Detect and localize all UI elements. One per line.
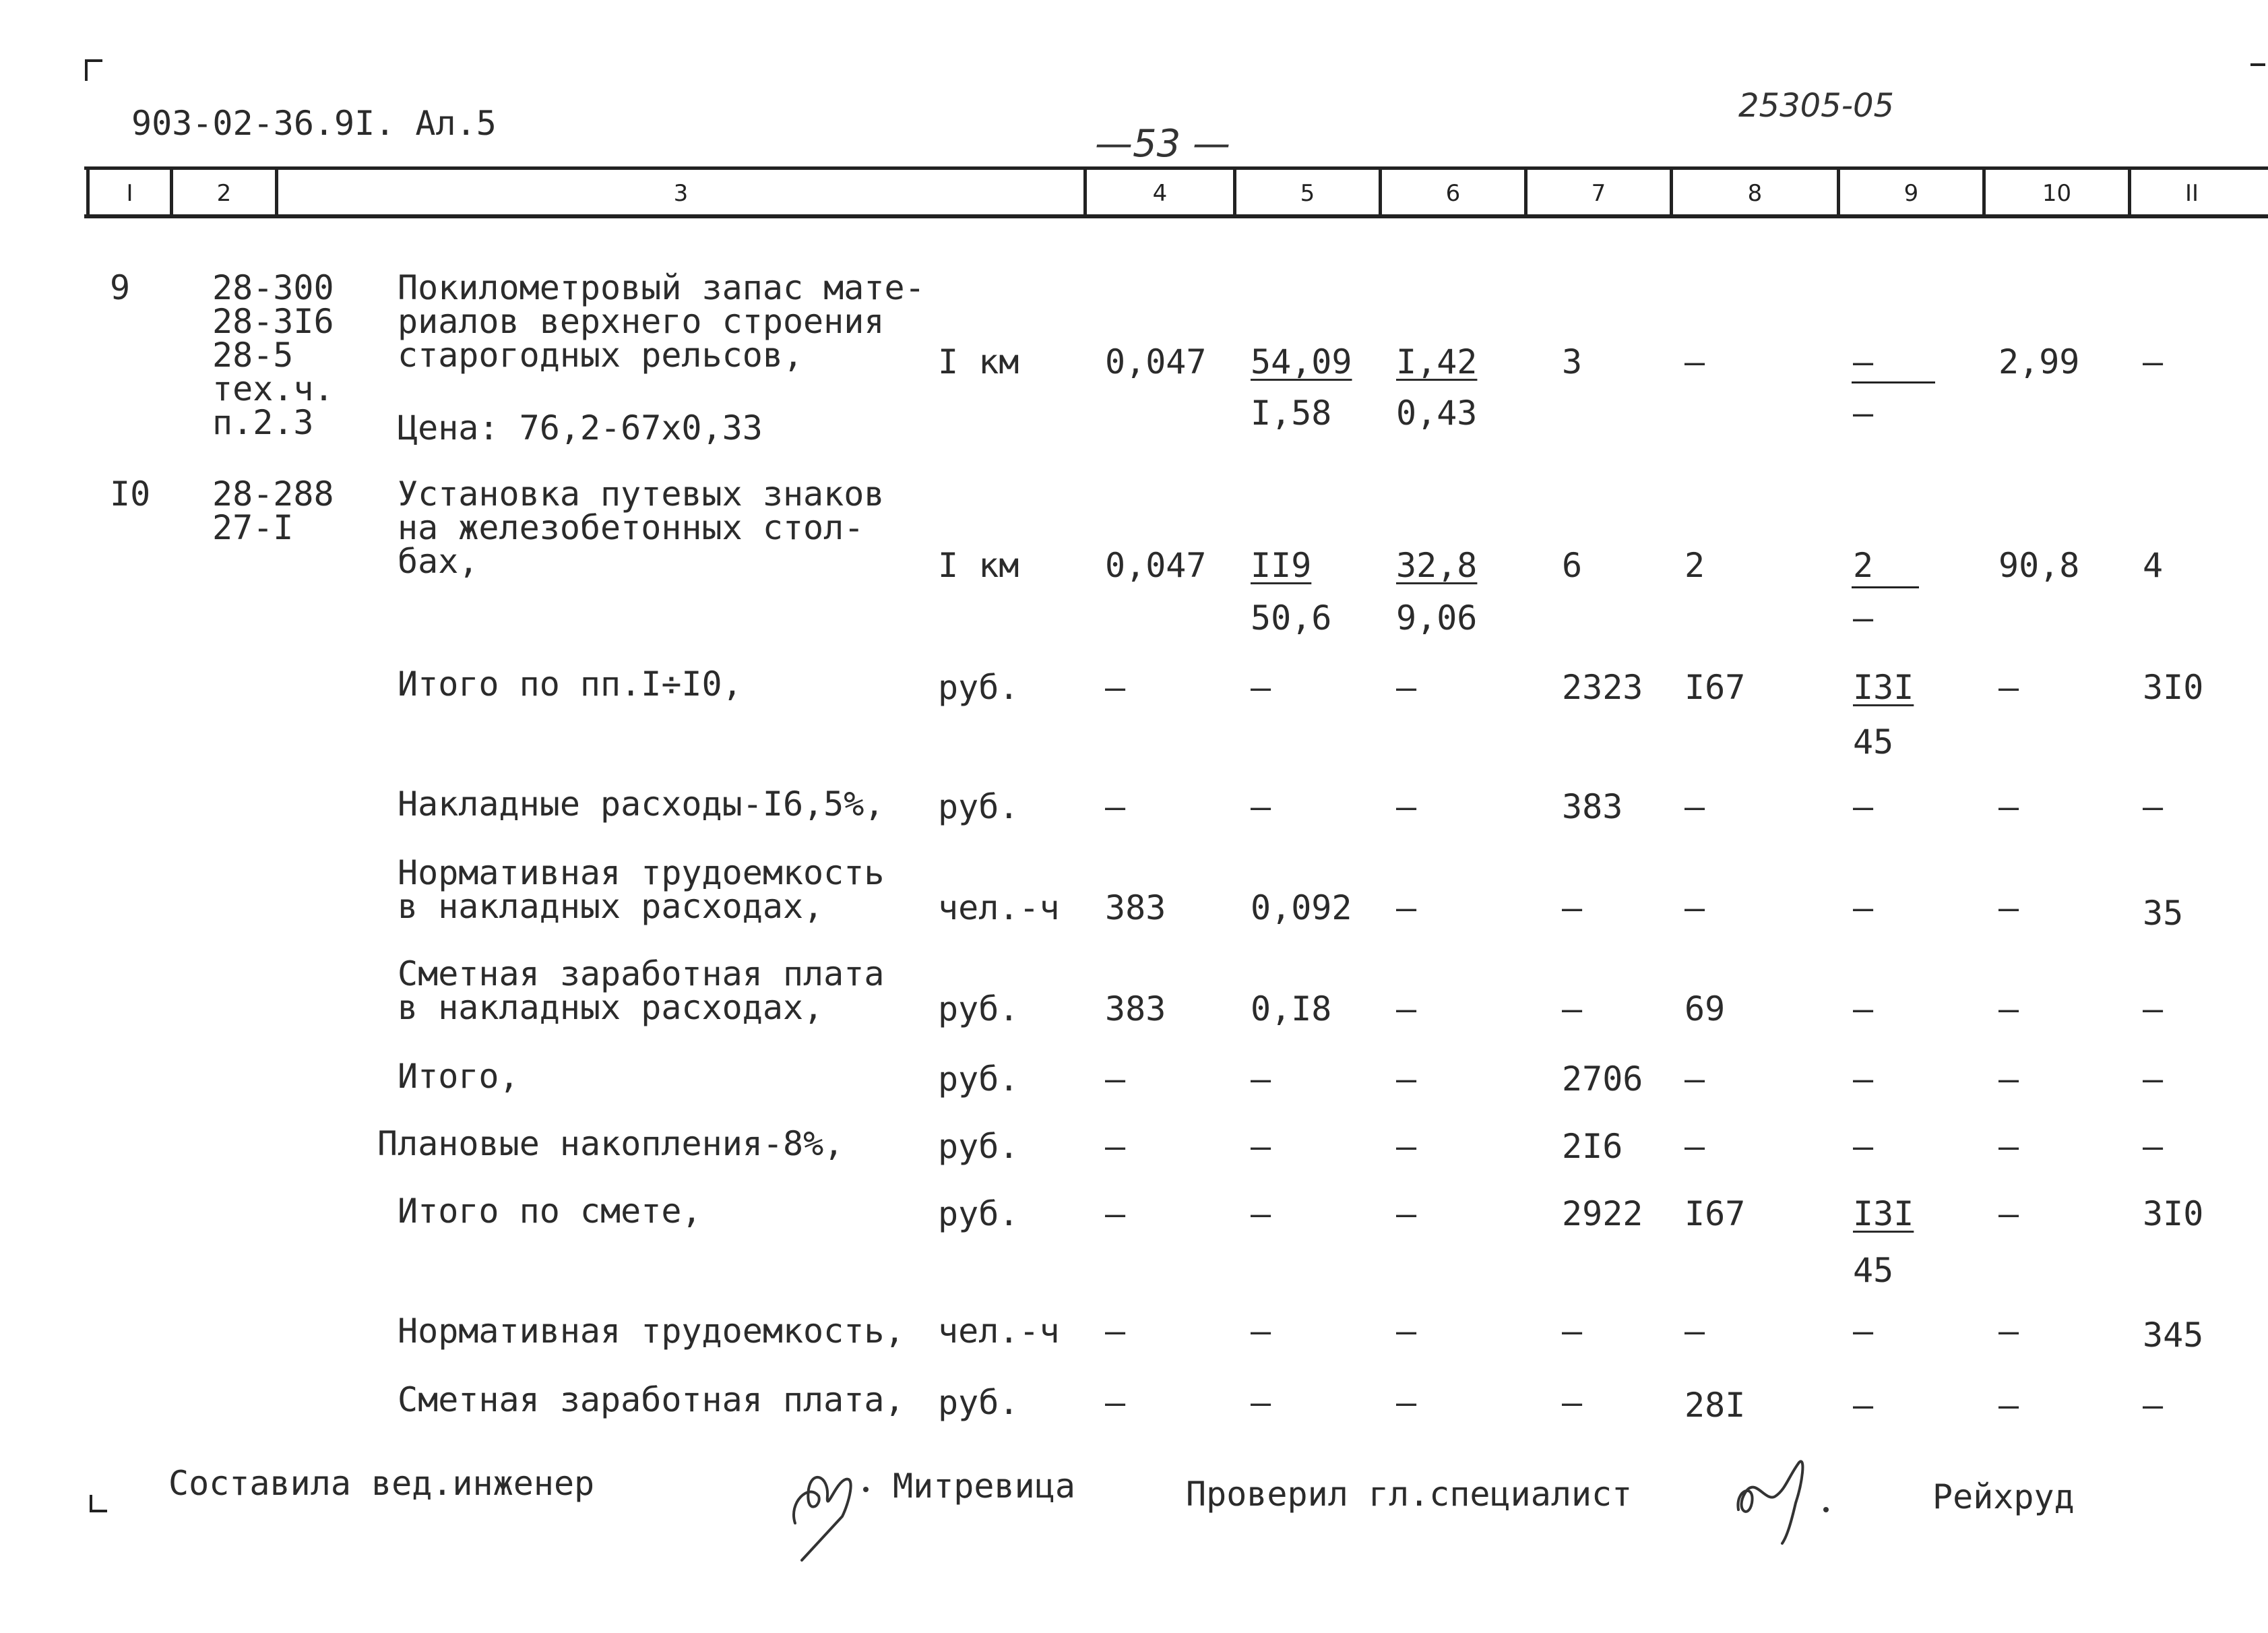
total-col5: 0,092 [1251, 888, 1352, 927]
header-col-5: 5 [1300, 180, 1315, 207]
total-col4: – [1105, 1127, 1126, 1166]
total-col10: – [1998, 1194, 2019, 1233]
header-col-1: I [126, 180, 133, 207]
total-label: Плановые накопления-8%, [377, 1124, 844, 1163]
total-col11: – [2143, 1059, 2164, 1099]
document-number: 25305-05 [1738, 87, 1895, 125]
row-col5-upper: II9 [1251, 546, 1312, 585]
total-col9-upper: I3I [1853, 668, 1914, 707]
total-col9: – [1853, 888, 1874, 927]
total-col5: – [1251, 1194, 1271, 1233]
total-col11: – [2143, 989, 2164, 1028]
row-col9-fraction-line [1852, 586, 1919, 588]
total-col4: 383 [1105, 989, 1166, 1028]
total-col6: – [1396, 888, 1417, 927]
row-quantity: 0,047 [1105, 546, 1207, 585]
header-col-10: 10 [2042, 180, 2072, 207]
total-col7: – [1562, 1312, 1583, 1351]
total-col6: – [1396, 1194, 1417, 1233]
total-label: Итого по пп.I÷I0, [398, 665, 743, 704]
row-col7: 3 [1562, 342, 1583, 381]
total-col8: 28I [1684, 1386, 1746, 1425]
row-col7: 6 [1562, 546, 1583, 585]
document-code: 903-02-36.9I. Ал.5 [131, 104, 497, 143]
total-col6: – [1396, 989, 1417, 1028]
total-col7: 383 [1562, 787, 1623, 826]
total-col11: – [2143, 1386, 2164, 1425]
row-col9-lower: – [1853, 394, 1874, 433]
total-col7: 2323 [1562, 668, 1643, 707]
total-unit: руб. [938, 1127, 1019, 1166]
total-col11: 3I0 [2143, 668, 2204, 707]
total-col9: – [1853, 1127, 1874, 1166]
total-col5: – [1251, 1312, 1271, 1351]
total-col9: – [1853, 1312, 1874, 1351]
page-number: —53 — [1095, 122, 1231, 166]
header-col-7: 7 [1591, 180, 1606, 207]
row-code: 28-300 28-3I6 28-5 тех.ч. п.2.3 [212, 268, 334, 442]
signature-compiler [782, 1442, 876, 1564]
total-col4: 383 [1105, 888, 1166, 927]
total-unit: руб. [938, 1059, 1019, 1099]
total-col8: I67 [1684, 1194, 1746, 1233]
signature-checker [1725, 1436, 1839, 1550]
total-col10: – [1998, 989, 2019, 1028]
total-label: Итого по смете, [398, 1192, 702, 1231]
total-col7: – [1562, 1383, 1583, 1422]
row-col9-lower: – [1853, 598, 1874, 638]
row-code: 28-288 27-I [212, 474, 334, 547]
total-unit: руб. [938, 668, 1019, 707]
total-col9: – [1853, 1059, 1874, 1099]
total-col7: 2922 [1562, 1194, 1643, 1233]
total-col8: – [1684, 888, 1705, 927]
total-col5: – [1251, 787, 1271, 826]
row-col9-fraction-line [1852, 381, 1935, 383]
total-label: Сметная заработная плата, [398, 1380, 905, 1419]
corner-mark-bottom-left [90, 1495, 107, 1512]
total-col10: – [1998, 888, 2019, 927]
header-col-6: 6 [1445, 180, 1461, 207]
total-col4: – [1105, 1059, 1126, 1099]
total-col4: – [1105, 1194, 1126, 1233]
total-col8: 69 [1684, 989, 1726, 1028]
total-col8: – [1684, 787, 1705, 826]
row-col11: 4 [2143, 546, 2164, 585]
total-col11: 3I0 [2143, 1194, 2204, 1233]
total-label: Сметная заработная плата в накладных расходах, [398, 954, 885, 1027]
total-label: Нормативная трудоемкость, [398, 1312, 905, 1351]
row-description: Установка путевых знаков на железобетонных стол- бах, [398, 474, 885, 581]
checked-by-label: Проверил гл.специалист [1186, 1475, 1633, 1514]
total-col11: 35 [2143, 894, 2184, 933]
row-col5-lower: I,58 [1251, 394, 1332, 433]
total-label: Нормативная трудоемкость в накладных расходах, [398, 853, 885, 926]
total-col7: 2706 [1562, 1059, 1643, 1099]
total-col6: – [1396, 1312, 1417, 1351]
row-quantity: 0,047 [1105, 342, 1207, 381]
total-col9: – [1853, 1386, 1874, 1425]
corner-mark-top-left [85, 59, 102, 81]
row-unit: I км [938, 342, 1019, 381]
row-price-note: Цена: 76,2-67х0,33 [398, 408, 763, 448]
row-unit: I км [938, 546, 1019, 585]
compiled-by-label: Составила вед.инженер [168, 1464, 595, 1503]
compiled-by-name: Митревица [893, 1467, 1075, 1506]
row-number: I0 [110, 474, 151, 514]
total-col9-lower: 45 [1853, 722, 1894, 762]
total-col7: – [1562, 989, 1583, 1028]
total-col11: – [2143, 1127, 2164, 1166]
total-col11: 345 [2143, 1316, 2204, 1355]
total-col8: – [1684, 1059, 1705, 1099]
row-col6-upper: 32,8 [1396, 546, 1478, 585]
header-col-11: II [2184, 180, 2199, 207]
row-number: 9 [110, 268, 131, 307]
header-col-4: 4 [1152, 180, 1168, 207]
total-col10: – [1998, 1386, 2019, 1425]
checked-by-name: Рейхруд [1932, 1477, 2075, 1516]
total-unit: руб. [938, 1194, 1019, 1233]
total-col10: – [1998, 1312, 2019, 1351]
total-col7: 2I6 [1562, 1127, 1623, 1166]
total-unit: руб. [938, 787, 1019, 826]
total-col10: – [1998, 1059, 2019, 1099]
row-col5-upper: 54,09 [1251, 342, 1352, 381]
total-col10: – [1998, 668, 2019, 707]
total-label: Накладные расходы-I6,5%, [398, 784, 885, 824]
total-col6: – [1396, 668, 1417, 707]
row-col5-lower: 50,6 [1251, 598, 1332, 638]
total-col9-lower: 45 [1853, 1251, 1894, 1290]
total-col4: – [1105, 1383, 1126, 1422]
total-col5: – [1251, 668, 1271, 707]
row-col10: 90,8 [1998, 546, 2080, 585]
total-col5: 0,I8 [1251, 989, 1332, 1028]
row-col6-upper: I,42 [1396, 342, 1478, 381]
row-col6-lower: 0,43 [1396, 394, 1478, 433]
row-col9-upper: – [1853, 342, 1874, 381]
total-col10: – [1998, 1127, 2019, 1166]
header-col-9: 9 [1903, 180, 1919, 207]
total-col9-upper: I3I [1853, 1194, 1914, 1233]
total-col7: – [1562, 888, 1583, 927]
total-col9: – [1853, 787, 1874, 826]
total-unit: руб. [938, 1383, 1019, 1422]
total-col4: – [1105, 787, 1126, 826]
total-col6: – [1396, 1127, 1417, 1166]
row-col11: – [2143, 342, 2164, 381]
row-col10: 2,99 [1998, 342, 2080, 381]
row-description: Покилометровый запас мате- риалов верхнего строения старогодных рельсов, [398, 268, 925, 375]
total-col5: – [1251, 1127, 1271, 1166]
corner-mark-top-right [2250, 63, 2265, 66]
total-unit: чел.-ч [938, 888, 1060, 927]
header-col-2: 2 [216, 180, 232, 207]
header-col-3: 3 [673, 180, 689, 207]
total-col11: – [2143, 787, 2164, 826]
total-col4: – [1105, 1312, 1126, 1351]
total-label: Итого, [398, 1057, 519, 1096]
total-col6: – [1396, 787, 1417, 826]
total-col9: – [1853, 989, 1874, 1028]
total-col4: – [1105, 668, 1126, 707]
total-col6: – [1396, 1059, 1417, 1099]
total-unit: руб. [938, 989, 1019, 1028]
row-col6-lower: 9,06 [1396, 598, 1478, 638]
total-col5: – [1251, 1383, 1271, 1422]
total-col8: I67 [1684, 668, 1746, 707]
total-col5: – [1251, 1059, 1271, 1099]
total-col10: – [1998, 787, 2019, 826]
row-col8: – [1684, 342, 1705, 381]
total-unit: чел.-ч [938, 1312, 1060, 1351]
row-col9-upper: 2 [1853, 546, 1874, 585]
row-col8: 2 [1684, 546, 1705, 585]
total-col8: – [1684, 1312, 1705, 1351]
total-col8: – [1684, 1127, 1705, 1166]
total-col6: – [1396, 1383, 1417, 1422]
header-col-8: 8 [1747, 180, 1763, 207]
